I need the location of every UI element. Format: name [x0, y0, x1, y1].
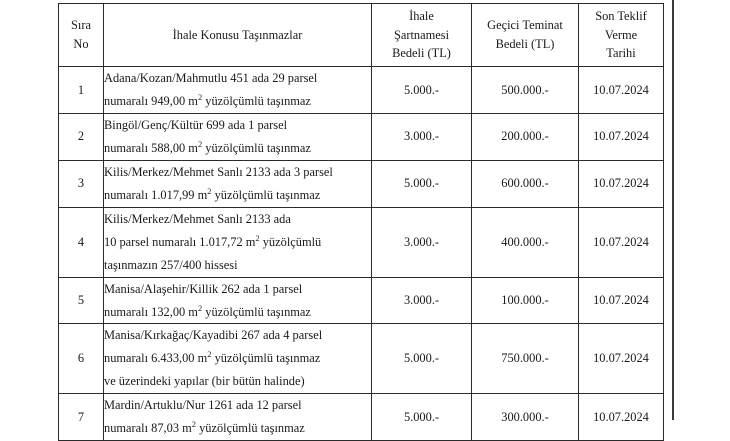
last-offer-date-cell: 10.07.2024 — [579, 394, 664, 441]
header-line: İhale — [409, 8, 434, 23]
spec-fee-cell: 3.000.- — [372, 277, 472, 324]
row-number-cell: 4 — [59, 207, 104, 277]
description-line: Manisa/Alaşehir/Killik 262 ada 1 parsel — [104, 281, 303, 296]
header-line: İhale Konusu Taşınmazlar — [172, 27, 303, 42]
last-offer-date-cell: 10.07.2024 — [579, 324, 664, 394]
header-line: Geçici Teminat — [487, 18, 563, 33]
table-header-row — [59, 4, 664, 67]
description-line: 10 parsel numaralı 1.017,72 $m^2$ yüzölçümlü — [104, 232, 322, 249]
provisional-guarantee-cell: 750.000.- — [472, 324, 579, 394]
header-line: Tarihi — [606, 46, 636, 61]
header-line: Sıra — [71, 18, 91, 33]
description-line: ve üzerindeki yapılar (bir bütün halinde) — [104, 374, 305, 389]
row-number-cell: 1 — [59, 67, 104, 114]
description-line: Mardin/Artuklu/Nur 1261 ada 12 parsel — [104, 398, 302, 413]
spec-fee-cell: 5.000.- — [372, 160, 472, 207]
last-offer-date-cell: 10.07.2024 — [579, 114, 664, 161]
table-row — [59, 67, 664, 114]
table-row — [59, 277, 664, 324]
provisional-guarantee-cell: 300.000.- — [472, 394, 579, 441]
property-description-cell — [104, 277, 372, 324]
spec-fee-cell: 5.000.- — [372, 324, 472, 394]
table-row — [59, 394, 664, 441]
table-header — [59, 4, 664, 67]
row-number-cell: 3 — [59, 160, 104, 207]
table-row — [59, 160, 664, 207]
last-offer-date-cell: 10.07.2024 — [579, 207, 664, 277]
last-offer-date-cell: 10.07.2024 — [579, 277, 664, 324]
spec-fee-cell: 5.000.- — [372, 394, 472, 441]
spec-fee-cell: 5.000.- — [372, 67, 472, 114]
column-header-provisional-guarantee — [472, 4, 579, 67]
property-description-cell — [104, 394, 372, 441]
column-header-last-offer-date — [579, 4, 664, 67]
header-line: Bedeli (TL) — [495, 37, 555, 51]
description-line: numaralı 6.433,00 $m^2$ yüzölçümlü taşınmaz — [104, 349, 321, 366]
description-line: numaralı 1.017,99 $m^2$ yüzölçümlü taşınmaz — [104, 185, 321, 202]
row-number-cell: 5 — [59, 277, 104, 324]
description-line: Bingöl/Genç/Kültür 699 ada 1 parsel — [104, 118, 288, 132]
row-number-cell: 7 — [59, 394, 104, 441]
description-line: numaralı 588,00 $m^2$ yüzölçümlü taşınmaz — [104, 138, 311, 155]
property-description-cell — [104, 160, 372, 207]
column-header-description — [104, 4, 372, 67]
provisional-guarantee-cell: 600.000.- — [472, 160, 579, 207]
page-border-line — [672, 0, 674, 420]
header-line: Şartnamesi — [393, 27, 450, 42]
row-number-cell: 2 — [59, 114, 104, 161]
provisional-guarantee-cell: 400.000.- — [472, 207, 579, 277]
property-description-cell — [104, 67, 372, 114]
description-line: Adana/Kozan/Mahmutlu 451 ada 29 parsel — [104, 71, 318, 86]
description-line: numaralı 949,00 $m^2$ yüzölçümlü taşınmaz — [104, 91, 311, 108]
last-offer-date-cell: 10.07.2024 — [579, 160, 664, 207]
column-header-spec-fee — [372, 4, 472, 67]
property-description-cell — [104, 207, 372, 277]
provisional-guarantee-cell: 500.000.- — [472, 67, 579, 114]
row-number-cell: 6 — [59, 324, 104, 394]
header-line: Son Teklif — [595, 8, 647, 23]
property-description-cell — [104, 114, 372, 161]
table-body — [59, 67, 664, 441]
description-line: Kilis/Merkez/Mehmet Sanlı 2133 ada 3 parsel — [104, 164, 333, 179]
description-line: taşınmazın 257/400 hissesi — [104, 257, 238, 272]
header-line: Bedeli (TL) — [392, 46, 451, 61]
last-offer-date-cell: 10.07.2024 — [579, 67, 664, 114]
spec-fee-cell: 3.000.- — [372, 207, 472, 277]
table-row — [59, 207, 664, 277]
column-header-sira-no — [59, 4, 104, 67]
description-line: Manisa/Kırkağaç/Kayadibi 267 ada 4 parsel — [104, 328, 323, 343]
spec-fee-cell: 3.000.- — [372, 114, 472, 161]
provisional-guarantee-cell: 200.000.- — [472, 114, 579, 161]
header-line: No — [73, 37, 89, 51]
description-line: Kilis/Merkez/Mehmet Sanlı 2133 ada — [104, 211, 291, 226]
property-description-cell — [104, 324, 372, 394]
tender-properties-table — [58, 3, 664, 441]
provisional-guarantee-cell: 100.000.- — [472, 277, 579, 324]
header-line: Verme — [604, 27, 638, 42]
description-line: numaralı 132,00 $m^2$ yüzölçümlü taşınmaz — [104, 302, 311, 319]
table-row — [59, 324, 664, 394]
table-row — [59, 114, 664, 161]
description-line: numaralı 87,03 $m^2$ yüzölçümlü taşınmaz — [104, 419, 305, 436]
